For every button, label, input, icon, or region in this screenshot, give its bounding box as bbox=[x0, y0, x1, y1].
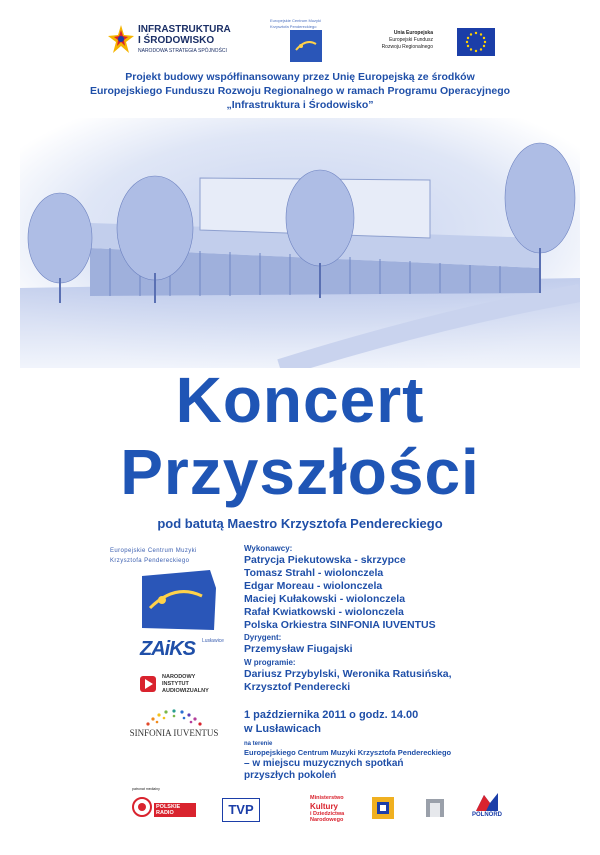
eu-logo bbox=[381, 28, 495, 68]
venue: Europejskiego Centrum Muzyki Krzysztofa Pendereckiego bbox=[244, 748, 452, 757]
performer: Edgar Moreau - wiolonczela bbox=[244, 580, 383, 592]
ecm-top-label: Europejskie Centrum Muzyki Krzysztofa Pendereckiego bbox=[270, 18, 321, 29]
nina-text: NARODOWY INSTYTUT AUDIOWIZUALNY bbox=[162, 674, 209, 694]
concert-info bbox=[244, 544, 574, 782]
venue-label: na terenie bbox=[244, 741, 273, 747]
performer: Polska Orkiestra SINFONIA IUVENTUS bbox=[244, 619, 436, 631]
ecm-emblem-icon bbox=[290, 30, 322, 62]
infrastruktura-logo bbox=[108, 22, 231, 62]
eu-flag-icon bbox=[457, 28, 495, 56]
performers-list bbox=[244, 554, 574, 632]
eu-text: Unia Europejska Europejski Fundusz Rozwoju Regionalnego bbox=[381, 30, 433, 50]
motto-line: – w miejscu muzycznych spotkań bbox=[244, 758, 404, 769]
radio-icon bbox=[132, 796, 152, 818]
sinfonia-text: SINFONIA IUVENTUS bbox=[129, 728, 219, 738]
ecm-name: Europejskie Centrum Muzyki Krzysztofa Pendereckiego bbox=[110, 548, 197, 564]
polnord-mark-icon bbox=[476, 793, 498, 811]
ministry-logo: Ministerstwo Kultury i Dziedzictwa Narodowego bbox=[310, 795, 345, 823]
performer: Maciej Kułakowski - wiolonczela bbox=[244, 593, 406, 605]
program-line: Dariusz Przybylski, Weronika Ratusińska, bbox=[244, 668, 452, 680]
subtitle: pod batutą Maestro Krzysztofa Pendereckiego bbox=[157, 516, 443, 531]
gray-emblem-icon bbox=[424, 797, 446, 819]
performers-label: Wykonawcy: bbox=[244, 544, 293, 553]
polskie-radio-text: POLSKIE RADIO bbox=[154, 803, 196, 817]
program-line: Krzysztof Penderecki bbox=[244, 681, 351, 693]
polnord-logo bbox=[466, 793, 522, 823]
regional-emblem-icon bbox=[372, 797, 394, 819]
ecm-place: Lusławice bbox=[202, 638, 224, 644]
title-line-2: Przyszłości bbox=[120, 436, 480, 508]
performer: Rafał Kwiatkowski - wiolonczela bbox=[244, 606, 404, 618]
concert-place: w Lusławicach bbox=[244, 723, 322, 735]
performer: Patrycja Piekutowska - skrzypce bbox=[244, 554, 406, 566]
title-line-1: Koncert bbox=[175, 364, 425, 436]
play-icon bbox=[140, 676, 156, 692]
concert-hall-illustration bbox=[20, 118, 580, 368]
infrastruktura-title: INFRASTRUKTURA I ŚRODOWISKO bbox=[138, 24, 231, 46]
conductor: Przemysław Fiugajski bbox=[244, 643, 353, 655]
sinfonia-logo bbox=[124, 706, 224, 746]
sinfonia-dots-icon bbox=[140, 708, 210, 728]
zaiks-logo: ZAiKS bbox=[140, 638, 195, 660]
nina-logo bbox=[140, 674, 230, 698]
performer: Tomasz Strahl - wiolonczela bbox=[244, 567, 384, 579]
ecm-top-logo bbox=[270, 18, 340, 66]
project-description: Projekt budowy współfinansowany przez Unię Europejską ze środków Europejskiego Funduszu Rozwoju Regionalnego w ramach Programu Operacyjnego „Infrastruktura i Środowisko” bbox=[89, 71, 511, 111]
sponsors-label: patronat medialny bbox=[132, 787, 160, 791]
program-label: W programie: bbox=[244, 658, 296, 667]
ecm-emblem-large-icon bbox=[140, 568, 218, 634]
polskie-radio-logo bbox=[132, 796, 196, 820]
motto-line: przyszłych pokoleń bbox=[244, 770, 337, 781]
conductor-label: Dyrygent: bbox=[244, 633, 282, 642]
star-icon bbox=[108, 24, 134, 54]
concert-date: 1 października 2011 o godz. 14.00 bbox=[244, 709, 419, 721]
polnord-text: POLNORD bbox=[472, 812, 502, 818]
tvp-logo: TVP bbox=[222, 798, 260, 822]
infrastruktura-tagline: NARODOWA STRATEGIA SPÓJNOŚCI bbox=[138, 48, 227, 54]
